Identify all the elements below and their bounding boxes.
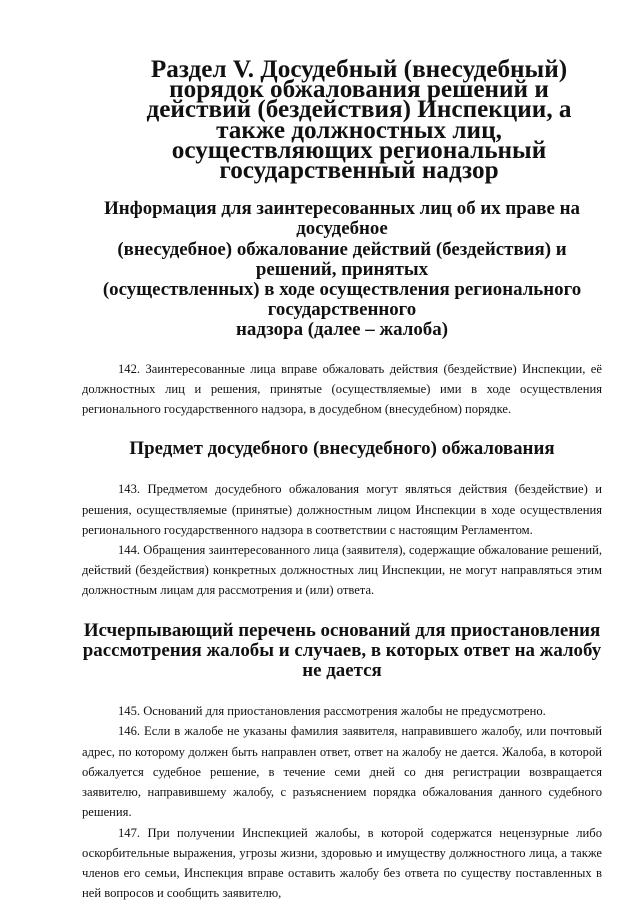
paragraph-142: 142. Заинтересованные лица вправе обжаловать действия (бездействие) Инспекции, её должностных лиц и решения, принятые (осуществляемые) ими в ходе осуществления регионального государственного надзора, в досудебном (внесудебном) порядке. <box>82 361 602 417</box>
grounds-list-heading-line: рассмотрения жалобы и случаев, в которых ответ на жалобу не дается <box>82 639 602 682</box>
info-heading-line: (внесудебное) обжалование действий (бездействия) и решений, принятых <box>117 238 567 280</box>
section-heading <box>82 56 602 185</box>
subject-heading <box>82 439 602 459</box>
paragraph-144: 144. Обращения заинтересованного лица (заявителя), содержащие обжалование решений, действий (бездействия) конкретных должностных лиц Инспекции, не могут направляться этим должностным лицам для рассмотрения и (или) ответа. <box>82 543 602 598</box>
grounds-list-heading-line: Исчерпывающий перечень оснований для приостановления <box>83 619 601 641</box>
info-heading-line: (осуществленных) в ходе осуществления регионального государственного <box>102 279 582 321</box>
section-heading-line: Раздел V. Досудебный (внесудебный) порядок обжалования решений и <box>150 56 568 104</box>
paragraph-145: 145. Оснований для приостановления рассмотрения жалобы не предусмотрено. <box>118 704 546 719</box>
section-heading-line: осуществляющих региональный государственный надзор <box>171 136 547 185</box>
paragraph-146: 146. Если в жалобе не указаны фамилия заявителя, направившего жалобу, или почтовый адрес, по которому должен быть направлен ответ, ответ на жалобу не дается. Жалоба, в которой обжалуется судебное решение, в течение семи дней со дня регистрации возвращается заявителю, направившему жалобу, с разъяснением порядка обжалования данного судебного решения. <box>82 724 602 820</box>
info-heading-line: Информация для заинтересованных лиц об их праве на досудебное <box>104 198 580 240</box>
paragraph-147: 147. При получении Инспекцией жалобы, в которой содержатся нецензурные либо оскорбительные выражения, угрозы жизни, здоровью и имуществу должностного лица, а также членов его семьи, Инспекция вправе оставить жалобу без ответа по существу поставленных в ней вопросов и сообщить заявителю, <box>82 825 602 901</box>
paragraph-143: 143. Предметом досудебного обжалования могут являться действия (бездействие) и решения, осуществляемые (принятые) должностным лицом Инспекции в ходе осуществления регионального государственного надзора в соответствии с настоящим Регламентом. <box>82 482 602 537</box>
section-heading-line: действий (бездействия) Инспекции, а также должностных лиц, <box>146 96 572 144</box>
subject-heading-line: Предмет досудебного (внесудебного) обжалования <box>129 438 555 460</box>
info-heading <box>82 199 602 340</box>
info-heading-line: надзора (далее – жалоба) <box>236 319 448 341</box>
grounds-list-heading <box>82 621 602 682</box>
